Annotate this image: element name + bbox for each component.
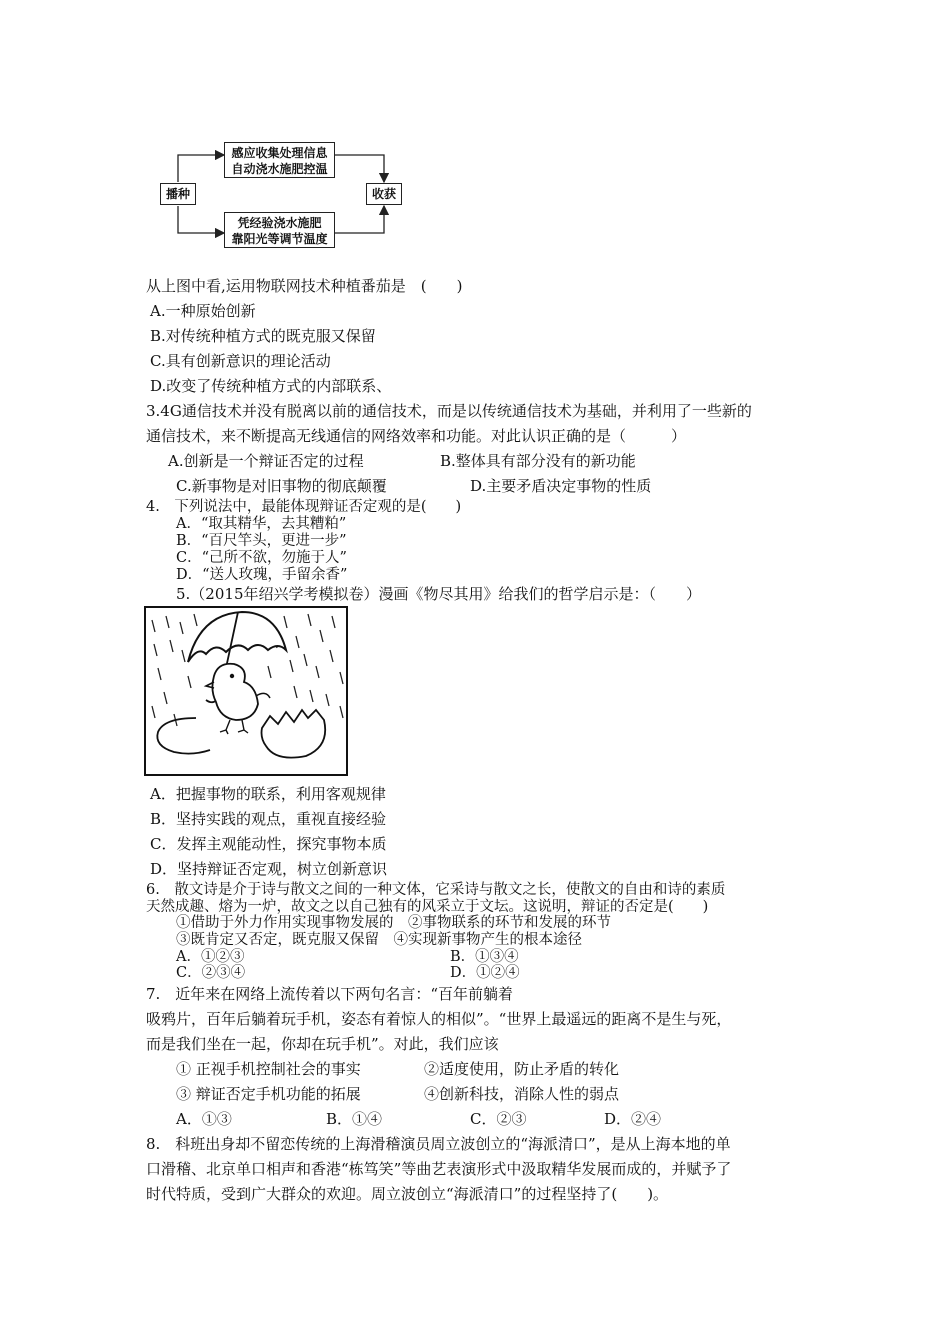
- q7-stem-line3: 而是我们坐在一起，你却在玩手机”。对此，我们应该: [146, 1035, 499, 1053]
- q5-option-c: C．发挥主观能动性，探究事物本质: [150, 835, 387, 853]
- q3-stem-line2: 通信技术，来不断提高无线通信的网络效率和功能。对此认识正确的是（ ）: [146, 427, 687, 445]
- q8-stem-line1: 8. 科班出身却不留恋传统的上海滑稽演员周立波创立的“海派清口”，是从上海本地的单: [146, 1135, 731, 1153]
- q6-option-d: D．①②④: [450, 965, 520, 981]
- q7-option-c: C．②③: [470, 1110, 527, 1128]
- diagram-bottom-box: [224, 212, 335, 248]
- q2-option-c: C.具有创新意识的理论活动: [150, 352, 331, 370]
- q6-option-c: C．②③④: [176, 965, 246, 981]
- q3-option-b: B.整体具有部分没有的新功能: [440, 452, 636, 470]
- q6-option-a: A．①②③: [176, 949, 245, 965]
- q2-stem: 从上图中看,运用物联网技术种植番茄是 ( ): [146, 277, 463, 295]
- q4-option-d: D．“送人玫瑰，手留余香”: [176, 567, 348, 583]
- q7-option-d: D．②④: [604, 1110, 662, 1128]
- q7-item-4: ④创新科技，消除人性的弱点: [424, 1085, 620, 1103]
- diagram-top-line2: 自动浇水施肥控温: [231, 162, 328, 176]
- q2-option-b: B.对传统种植方式的既克服又保留: [150, 327, 376, 345]
- q6-stem-line2: 天然成趣、熔为一炉，故文之以自己独有的风采立于文坛。这说明，辩证的否定是( ): [146, 899, 709, 915]
- q7-item-1: ① 正视手机控制社会的事实: [176, 1060, 361, 1078]
- cartoon-image: [144, 606, 348, 776]
- q3-option-a: A.创新是一个辩证否定的过程: [168, 452, 364, 470]
- q6-items-line2: ③既肯定又否定，既克服又保留 ④实现新事物产生的根本途径: [176, 932, 582, 948]
- q5-option-a: A．把握事物的联系，利用客观规律: [150, 785, 386, 803]
- q8-stem-line3: 时代特质，受到广大群众的欢迎。周立波创立“海派清口”的过程坚持了( )。: [146, 1185, 669, 1203]
- diagram-sow-box: 播种: [160, 183, 196, 205]
- q7-item-3: ③ 辩证否定手机功能的拓展: [176, 1085, 361, 1103]
- q3-stem-line1: 3.4G通信技术并没有脱离以前的通信技术，而是以传统通信技术为基础，并利用了一些新的: [146, 402, 752, 420]
- q3-option-d: D.主要矛盾决定事物的性质: [470, 477, 652, 495]
- q7-stem-line2: 吸鸦片，百年后躺着玩手机，姿态有着惊人的相似”。“世界上最遥远的距离不是生与死，: [146, 1010, 732, 1028]
- diagram-top-box: [224, 142, 335, 178]
- arrow-top-to-harvest: [335, 155, 384, 182]
- q7-stem-line1: 7. 近年来在网络上流传着以下两句名言：“百年前躺着: [146, 985, 513, 1003]
- arrow-sow-to-top: [178, 155, 224, 182]
- arrow-sow-to-bottom: [178, 206, 224, 233]
- q7-item-2: ②适度使用，防止矛盾的转化: [424, 1060, 620, 1078]
- q4-stem: 4. 下列说法中，最能体现辩证否定观的是( ): [146, 499, 462, 515]
- q6-items-line1: ①借助于外力作用实现事物发展的 ②事物联系的环节和发展的环节: [176, 915, 611, 931]
- q4-option-a: A．“取其精华，去其糟粕”: [176, 516, 347, 532]
- diagram-bottom-line1: 凭经验浇水施肥: [237, 216, 322, 230]
- q8-stem-line2: 口滑稽、北京单口相声和香港“栋笃笑”等曲艺表演形式中汲取精华发展而成的，并赋予了: [146, 1160, 732, 1178]
- q7-option-a: A．①③: [176, 1110, 232, 1128]
- q4-option-b: B．“百尺竿头，更进一步”: [176, 533, 347, 549]
- q2-option-a: A.一种原始创新: [150, 302, 256, 320]
- q6-option-b: B．①③④: [450, 949, 519, 965]
- diagram-harvest-box: 收获: [366, 183, 402, 205]
- q3-option-c: C.新事物是对旧事物的彻底颠覆: [176, 477, 387, 495]
- q5-stem: 5.（2015年绍兴学考模拟卷）漫画《物尽其用》给我们的哲学启示是：（ ）: [176, 585, 701, 603]
- arrow-bottom-to-harvest: [335, 206, 384, 233]
- diagram-bottom-line2: 靠阳光等调节温度: [231, 232, 328, 246]
- q2-option-d: D.改变了传统种植方式的内部联系、: [150, 377, 392, 395]
- q4-option-c: C．“己所不欲，勿施于人”: [176, 550, 347, 566]
- q5-option-b: B．坚持实践的观点，重视直接经验: [150, 810, 387, 828]
- q6-stem-line1: 6. 散文诗是介于诗与散文之间的一种文体，它采诗与散文之长，使散文的自由和诗的素质: [146, 882, 726, 898]
- flow-diagram-lines: [0, 0, 950, 260]
- q7-option-b: B．①④: [326, 1110, 383, 1128]
- diagram-top-line1: 感应收集处理信息: [231, 146, 328, 160]
- q5-option-d: D．坚持辩证否定观，树立创新意识: [150, 860, 388, 878]
